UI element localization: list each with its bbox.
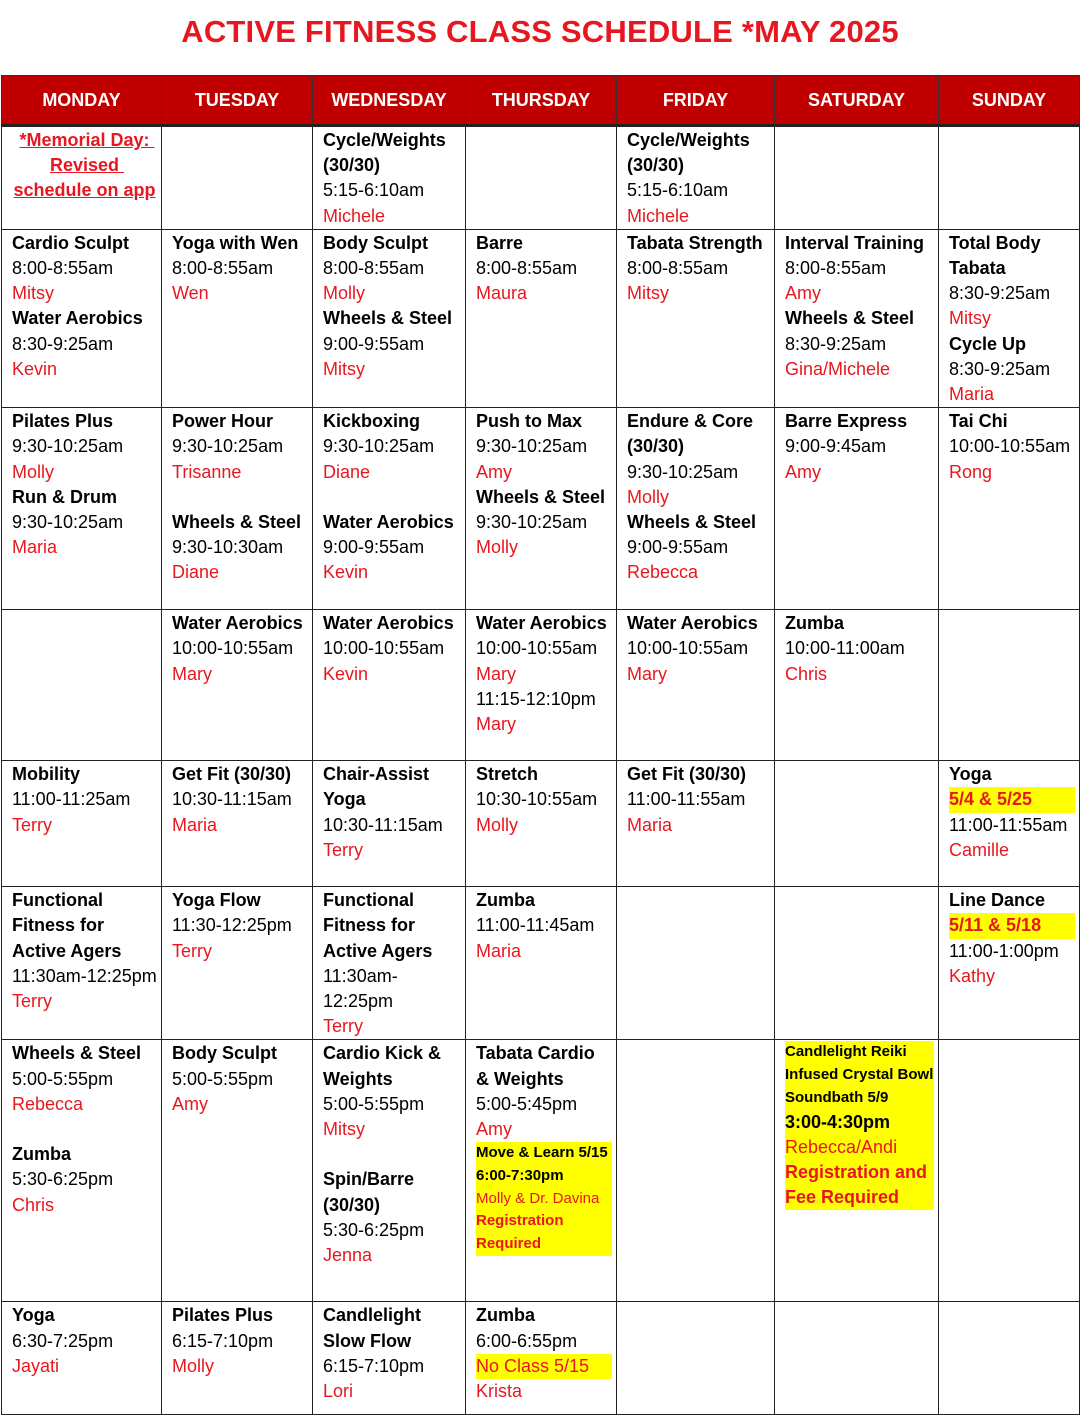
instructor-name: Terry [12,814,52,835]
highlighted-note: Registration and Fee Required [785,1160,934,1210]
class-time: 10:30-10:55am [476,789,598,810]
instructor-name: Gina/Michele [785,358,891,379]
schedule-cell-thursday [466,229,617,407]
class-name: Stretch [476,764,539,785]
class-name: Zumba [12,1144,72,1165]
spacer [323,485,461,510]
instructor-name: Diane [323,461,371,482]
class-name: Wheels & Steel [323,308,453,329]
schedule-cell-sunday [939,1040,1080,1302]
instructor-name: Chris [12,1194,55,1215]
class-time: 6:30-7:25pm [12,1330,114,1351]
class-name: Spin/Barre (30/30) [323,1169,420,1215]
instructor-name: Molly [476,814,519,835]
instructor-name: Molly [627,486,670,507]
instructor-name: Rebecca [12,1093,84,1114]
day-header-monday: MONDAY [2,76,162,126]
schedule-cell-friday [617,887,775,1040]
schedule-cell-friday [617,761,775,887]
schedule-cell-monday [2,229,162,407]
spacer [12,1117,157,1142]
class-name: Tai Chi [949,411,1008,432]
schedule-cell-wednesday [313,887,466,1040]
class-name: Tabata Strength [627,232,763,253]
class-name: Cardio Sculpt [12,232,130,253]
instructor-name: Kevin [323,663,369,684]
highlighted-note: 5/11 & 5/18 [949,913,1075,938]
instructor-name: Jenna [323,1245,373,1266]
instructor-name: Kevin [12,358,58,379]
schedule-cell-thursday [466,1040,617,1302]
schedule-row [2,229,1080,407]
spacer [172,485,308,510]
class-name: Wheels & Steel [476,486,606,507]
schedule-row [2,1040,1080,1302]
schedule-cell-wednesday [313,408,466,610]
schedule-cell-thursday [466,610,617,761]
class-name: Yoga Flow [172,890,261,911]
schedule-cell-sunday [939,1302,1080,1415]
spacer [323,1142,461,1167]
instructor-name: Diane [172,562,220,583]
schedule-cell-saturday [775,887,939,1040]
schedule-cell-thursday [466,887,617,1040]
class-name: Get Fit (30/30) [172,764,292,785]
highlighted-note: 5/4 & 5/25 [949,787,1075,812]
class-time: 9:30-10:25am [476,512,588,533]
schedule-cell-tuesday [162,408,313,610]
instructor-name: Jayati [12,1355,60,1376]
instructor-name: Kathy [949,965,996,986]
schedule-cell-wednesday [313,610,466,761]
instructor-name: Kevin [323,562,369,583]
instructor-name: Maria [12,537,58,558]
class-name: Body Sculpt [172,1043,278,1064]
schedule-cell-thursday [466,761,617,887]
schedule-cell-sunday [939,408,1080,610]
instructor-name: Amy [476,1119,512,1140]
schedule-cell-thursday [466,408,617,610]
highlighted-note: Registration Required [476,1210,612,1255]
class-name: Mobility [12,764,80,785]
instructor-name: Michele [323,205,386,226]
day-header-thursday: THURSDAY [466,76,617,126]
class-time: 6:15-7:10pm [323,1355,425,1376]
class-time: 8:00-8:55am [476,258,578,279]
highlighted-note: Molly & Dr. Davina [476,1188,612,1211]
class-name: Zumba [476,890,536,911]
instructor-name: Terry [172,940,212,961]
schedule-cell-sunday [939,126,1080,230]
class-time: 6:00-6:55pm [476,1330,578,1351]
schedule-cell-sunday [939,229,1080,407]
schedule-cell-saturday [775,610,939,761]
schedule-cell-tuesday [162,887,313,1040]
schedule-cell-tuesday [162,1302,313,1415]
class-name: Line Dance [949,890,1046,911]
day-header-saturday: SATURDAY [775,76,939,126]
class-name: Candlelight Slow Flow [323,1305,427,1351]
schedule-cell-sunday [939,887,1080,1040]
class-name: Wheels & Steel [627,512,757,533]
schedule-cell-tuesday [162,229,313,407]
class-name: Cycle Up [949,333,1027,354]
instructor-name: Maria [476,940,522,961]
class-time: 9:30-10:30am [172,537,284,558]
schedule-row [2,408,1080,610]
instructor-name: Wen [172,283,209,304]
schedule-cell-friday [617,229,775,407]
class-name: Yoga with Wen [172,232,299,253]
instructor-name: Mary [627,663,667,684]
instructor-name: Mary [476,663,516,684]
instructor-name: Terry [323,839,363,860]
class-name: Yoga [12,1305,55,1326]
class-time: 11:15-12:10pm [476,688,596,709]
class-time: 11:30-12:25pm [172,915,292,936]
instructor-name: Rong [949,461,993,482]
class-time: 8:00-8:55am [172,258,274,279]
highlighted-note: No Class 5/15 [476,1354,612,1379]
highlighted-note: 3:00-4:30pm [785,1110,934,1135]
instructor-name: Amy [785,461,821,482]
schedule-cell-friday [617,1040,775,1302]
instructor-name: Molly [172,1355,215,1376]
class-name: Water Aerobics [172,613,303,634]
instructor-name: Mitsy [323,358,365,379]
schedule-cell-tuesday [162,610,313,761]
instructor-name: Mary [172,663,212,684]
class-name: Kickboxing [323,411,421,432]
schedule-cell-friday [617,610,775,761]
schedule-cell-monday [2,610,162,761]
instructor-name: Maria [949,384,995,405]
class-time: 9:00-9:45am [785,436,887,457]
class-time: 9:00-9:55am [627,537,729,558]
class-time: 5:30-6:25pm [12,1169,114,1190]
class-time: 8:30-9:25am [949,358,1051,379]
schedule-cell-wednesday [313,1040,466,1302]
class-time: 5:00-5:55pm [323,1093,425,1114]
class-name: Wheels & Steel [785,308,915,329]
instructor-name: Amy [172,1093,208,1114]
schedule-cell-thursday [466,1302,617,1415]
class-time: 10:00-10:55am [323,638,445,659]
class-name: Water Aerobics [627,613,758,634]
class-name: Functional Fitness for Active Agers [12,890,122,961]
class-time: 8:30-9:25am [949,283,1051,304]
schedule-row [2,126,1080,230]
instructor-name: Lori [323,1381,354,1402]
class-time: 9:30-10:25am [12,436,124,457]
memorial-day-note: *Memorial Day: Revised schedule on app [13,130,156,201]
schedule-cell-monday [2,887,162,1040]
class-time: 9:00-9:55am [323,537,425,558]
class-name: Yoga [949,764,992,785]
highlighted-note: Move & Learn 5/15 6:00-7:30pm [476,1142,612,1187]
class-time: 8:00-8:55am [323,258,425,279]
schedule-cell-monday [2,761,162,887]
class-name: Zumba [476,1305,536,1326]
class-name: Interval Training [785,232,925,253]
class-name: Wheels & Steel [172,512,302,533]
schedule-cell-friday [617,1302,775,1415]
instructor-name: Amy [785,283,821,304]
class-name: Cardio Kick & Weights [323,1043,447,1089]
schedule-cell-wednesday [313,761,466,887]
class-name: Tabata Cardio & Weights [476,1043,600,1089]
class-time: 10:00-10:55am [172,638,294,659]
class-time: 9:00-9:55am [323,333,425,354]
class-time: 5:00-5:55pm [172,1068,274,1089]
schedule-row [2,1302,1080,1415]
class-time: 5:15-6:10am [323,180,425,201]
class-time: 5:15-6:10am [627,180,729,201]
instructor-name: Mitsy [12,283,54,304]
class-name: Total Body Tabata [949,232,1046,279]
class-name: Water Aerobics [323,512,454,533]
class-name: Get Fit (30/30) [627,764,747,785]
class-name: Water Aerobics [12,308,143,329]
class-name: Wheels & Steel [12,1043,142,1064]
schedule-cell-saturday [775,408,939,610]
class-name: Water Aerobics [323,613,454,634]
class-time: 10:30-11:15am [172,789,292,810]
instructor-name: Rebecca [627,562,699,583]
class-name: Cycle/Weights (30/30) [323,130,451,176]
class-time: 8:00-8:55am [785,258,887,279]
class-name: Pilates Plus [12,411,114,432]
instructor-name: Maura [476,283,528,304]
instructor-name: Mitsy [323,1119,365,1140]
class-name: Endure & Core (30/30) [627,411,759,457]
day-header-friday: FRIDAY [617,76,775,126]
class-time: 10:00-10:55am [949,436,1071,457]
schedule-cell-monday [2,1302,162,1415]
class-name: Water Aerobics [476,613,607,634]
schedule-cell-monday [2,408,162,610]
schedule-body [2,126,1080,1415]
class-time: 9:30-10:25am [323,436,435,457]
day-header-tuesday: TUESDAY [162,76,313,126]
day-header-sunday: SUNDAY [939,76,1080,126]
schedule-row [2,610,1080,761]
class-time: 8:00-8:55am [627,258,729,279]
schedule-cell-sunday [939,761,1080,887]
schedule-cell-monday [2,1040,162,1302]
highlighted-note: Rebecca/Andi [785,1135,934,1160]
class-name: Zumba [785,613,845,634]
class-time: 11:00-1:00pm [949,940,1059,961]
instructor-name: Michele [627,205,690,226]
day-header-wednesday: WEDNESDAY [313,76,466,126]
schedule-row [2,761,1080,887]
schedule-cell-saturday [775,1040,939,1302]
schedule-cell-saturday [775,229,939,407]
class-time: 10:30-11:15am [323,814,443,835]
instructor-name: Mary [476,714,516,735]
class-time: 9:30-10:25am [172,436,284,457]
instructor-name: Krista [476,1381,523,1402]
class-time: 10:00-10:55am [627,638,749,659]
class-time: 5:00-5:55pm [12,1068,114,1089]
instructor-name: Terry [323,1016,363,1037]
class-time: 11:00-11:25am [12,789,131,810]
schedule-cell-saturday [775,761,939,887]
class-name: Barre [476,232,524,253]
instructor-name: Trisanne [172,461,242,482]
schedule-cell-wednesday [313,126,466,230]
class-name: Barre Express [785,411,908,432]
class-time: 8:30-9:25am [785,333,887,354]
schedule-cell-friday [617,408,775,610]
class-time: 10:00-11:00am [785,638,905,659]
schedule-cell-wednesday [313,1302,466,1415]
class-name: Power Hour [172,411,274,432]
class-name: Push to Max [476,411,583,432]
instructor-name: Camille [949,839,1010,860]
class-name: Body Sculpt [323,232,429,253]
class-name: Pilates Plus [172,1305,274,1326]
instructor-name: Mitsy [949,308,991,329]
class-time: 11:00-11:55am [949,814,1068,835]
instructor-name: Molly [12,461,55,482]
instructor-name: Molly [323,283,366,304]
class-time: 9:30-10:25am [476,436,588,457]
schedule-cell-tuesday [162,1040,313,1302]
schedule-cell-monday [2,126,162,230]
class-time: 11:30am-12:25pm [12,965,157,986]
class-time: 8:00-8:55am [12,258,114,279]
instructor-name: Chris [785,663,828,684]
page-title: ACTIVE FITNESS CLASS SCHEDULE *MAY 2025 [181,14,899,49]
class-time: 11:00-11:45am [476,915,595,936]
instructor-name: Mitsy [627,283,669,304]
class-time: 11:00-11:55am [627,789,746,810]
schedule-cell-saturday [775,126,939,230]
schedule-cell-wednesday [313,229,466,407]
highlighted-note: Candlelight Reiki Infused Crystal Bowl Soundbath 5/9 [785,1041,934,1109]
class-time: 6:15-7:10pm [172,1330,274,1351]
schedule-cell-tuesday [162,761,313,887]
schedule-cell-thursday [466,126,617,230]
class-name: Run & Drum [12,486,117,507]
instructor-name: Maria [627,814,673,835]
schedule-cell-sunday [939,610,1080,761]
class-time: 11:30am-12:25pm [323,965,398,1012]
schedule-row [2,887,1080,1040]
instructor-name: Amy [476,461,512,482]
class-time: 5:00-5:45pm [476,1093,578,1114]
schedule-cell-saturday [775,1302,939,1415]
class-time: 8:30-9:25am [12,333,114,354]
class-name: Cycle/Weights (30/30) [627,130,755,176]
instructor-name: Molly [476,537,519,558]
day-header-row [2,76,1080,126]
class-name: Functional Fitness for Active Agers [323,890,433,961]
instructor-name: Terry [12,991,52,1012]
class-time: 9:30-10:25am [627,461,739,482]
schedule-cell-tuesday [162,126,313,230]
class-time: 10:00-10:55am [476,638,598,659]
schedule-cell-friday [617,126,775,230]
instructor-name: Maria [172,814,218,835]
class-name: Chair-Assist Yoga [323,764,434,810]
class-time: 9:30-10:25am [12,512,124,533]
class-time: 5:30-6:25pm [323,1219,425,1240]
schedule-table [1,75,1080,1415]
